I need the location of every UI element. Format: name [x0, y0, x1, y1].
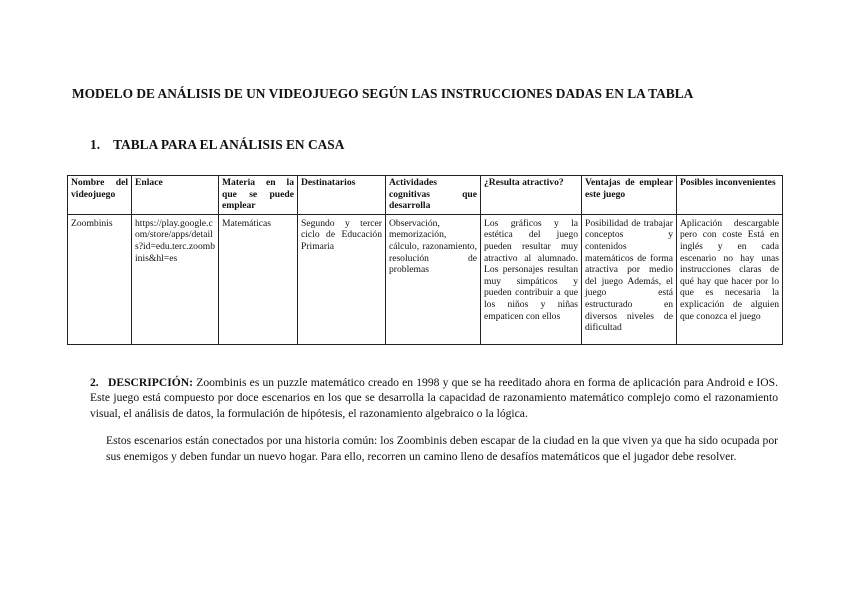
section-1-title: TABLA PARA EL ANÁLISIS EN CASA	[113, 137, 345, 152]
header-actividades: Actividades cognitivas que desarrolla	[386, 176, 481, 215]
cell-nombre: Zoombinis	[68, 214, 132, 344]
analysis-table	[67, 175, 783, 345]
header-ventajas: Ventajas de emplear este juego	[582, 176, 677, 215]
cell-destinatarios: Segundo y tercer ciclo de Educación Primaria	[298, 214, 386, 344]
header-atractivo: ¿Resulta atractivo?	[481, 176, 582, 215]
header-destinatarios: Destinatarios	[298, 176, 386, 215]
section-2-label: DESCRIPCIÓN:	[108, 376, 194, 389]
cell-inconvenientes: Aplicación descargable pero con coste Está en inglés y en cada escenario no hay unas instrucciones claras de qué hay que hacer por lo que es necesaria la explicación de alguien que conozca el juego	[677, 214, 783, 344]
header-materia: Materia en la que se puede emplear	[219, 176, 298, 215]
cell-actividades: Observación, memorización, cálculo, razonamiento, resolución de problemas	[386, 214, 481, 344]
section-1-heading	[90, 137, 344, 153]
description-paragraph-2: Estos escenarios están conectados por una historia común: los Zoombinis deben escapar de la ciudad en la que viven ya que ha sido ocupada por sus enemigos y deben fundar un nuevo hogar. Para ello, recorren un camino lleno de desafíos matemáticos que el jugador debe resolver.	[106, 434, 778, 463]
table-header-row	[68, 176, 783, 215]
section-2-number: 2.	[90, 376, 99, 389]
header-nombre: Nombre del videojuego	[68, 176, 132, 215]
description-paragraph-1	[90, 375, 778, 421]
document-title: MODELO DE ANÁLISIS DE UN VIDEOJUEGO SEGÚN LAS INSTRUCCIONES DADAS EN LA TABLA	[72, 86, 694, 101]
description-text-1: Zoombinis es un puzzle matemático creado en 1998 y que se ha reeditado ahora en forma de aplicación para Android e IOS. Este juego está compuesto por doce escenarios en los que se desarrolla la capacidad de razonamiento matemático complejo como el razonamiento visual, el análisis de datos, la formulación de hipótesis, el razonamiento algebraico o la lógica.	[90, 376, 778, 420]
description-section	[90, 375, 778, 464]
cell-atractivo: Los gráficos y la estética del juego pueden resultar muy atractivo al alumnado. Los personajes resultan muy simpáticos y pueden contribuir a que los niños y niñas empaticen con ellos	[481, 214, 582, 344]
section-1-number: 1.	[90, 137, 101, 152]
header-inconvenientes: Posibles inconvenientes	[677, 176, 783, 215]
cell-materia: Matemáticas	[219, 214, 298, 344]
cell-enlace[interactable]: https://play.google.com/store/apps/details?id=edu.terc.zoombinis&hl=es	[132, 214, 219, 344]
header-enlace: Enlace	[132, 176, 219, 215]
table-row	[68, 214, 783, 344]
cell-ventajas: Posibilidad de trabajar conceptos y contenidos matemáticos de forma atractiva por medio del juego Además, el juego está estructurado en diversos niveles de dificultad	[582, 214, 677, 344]
